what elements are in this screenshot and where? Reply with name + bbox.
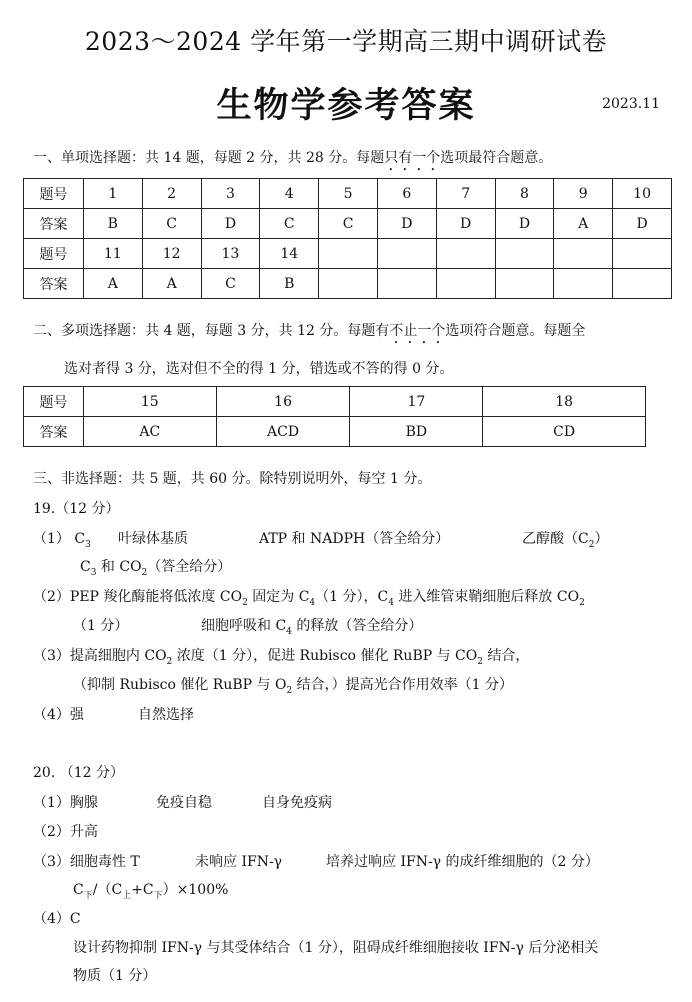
table-cell: BD <box>350 417 483 447</box>
table-cell <box>613 239 672 269</box>
q19-answer-2: （2）PEP 羧化酶能将低浓度 $CO_2$ 固定为 $C_4(1$ 分），$C_4$ 进入维管束鞘细胞后释放 $CO_2$ <box>33 589 585 608</box>
table-cell <box>554 239 613 269</box>
row-label: 答案 <box>24 417 84 447</box>
q20-answer-1b: 免疫自稳 <box>156 795 212 811</box>
page-subtitle: 生物学参考答案 <box>216 85 476 126</box>
table-row <box>24 179 672 209</box>
row-label: 答案 <box>24 269 84 299</box>
table-cell <box>554 269 613 299</box>
table-cell: 6 <box>377 179 436 209</box>
table-row <box>24 269 672 299</box>
table-cell: CD <box>483 417 646 447</box>
table-cell: 17 <box>350 387 483 417</box>
table-cell: 11 <box>83 239 142 269</box>
row-label: 答案 <box>24 209 84 239</box>
table-cell: D <box>613 209 672 239</box>
table-cell <box>436 239 495 269</box>
table-cell: 2 <box>142 179 201 209</box>
table-cell: D <box>436 209 495 239</box>
section3-intro: 三、非选择题：共 5 题，共 60 分。除特别说明外，每空 1 分。 <box>33 471 432 487</box>
table-cell: D <box>377 209 436 239</box>
q20-answer-3b: 未响应 IFN-γ <box>195 854 283 870</box>
section2-answer-table <box>23 386 646 447</box>
q19-answer-4: （4）强 <box>33 707 84 723</box>
q19-answer-4b: 自然选择 <box>138 707 194 723</box>
table-cell: 16 <box>216 387 350 417</box>
q20-answer-3d: $C_下/(C_上+C_下)\times 100\%$ <box>73 882 229 901</box>
table-row <box>24 239 672 269</box>
q19-answer-3b: （抑制 Rubisco 催化 RuBP 与 $O_2$ 结合，）提高光合作用效率（1 分） <box>73 677 513 696</box>
table-cell: C <box>142 209 201 239</box>
section1-intro: 一、单项选择题：共 14 题，每题 2 分，共 28 分。每题只有一个选项最符合题意。 <box>33 150 553 166</box>
table-cell: C <box>260 209 319 239</box>
table-cell: ACD <box>216 417 350 447</box>
page-title: 2023～2024 学年第一学期高三期中调研试卷 <box>84 27 608 56</box>
table-cell: A <box>554 209 613 239</box>
table-cell: C <box>201 269 260 299</box>
table-row <box>24 387 646 417</box>
table-cell: 1 <box>83 179 142 209</box>
table-cell: D <box>201 209 260 239</box>
table-cell: 15 <box>83 387 216 417</box>
q19-answer-1e: $C_3$ 和 $CO_2$（答全给分） <box>80 559 232 578</box>
q20-answer-4b: 设计药物抑制 IFN-γ 与其受体结合（1 分），阻碍成纤维细胞接收 IFN-γ 后分泌相关 <box>73 940 599 956</box>
q20-answer-4: （4）C <box>33 911 81 927</box>
section2-intro-line2: 选对者得 3 分，选对但不全的得 1 分，错选或不答的得 0 分。 <box>64 361 454 377</box>
row-label: 题号 <box>24 387 84 417</box>
table-cell: C <box>319 209 378 239</box>
q20-answer-4c: 物质（1 分） <box>73 968 157 984</box>
q20-answer-2: （2）升高 <box>33 824 98 840</box>
q20-answer-1: （1）胸腺 <box>33 795 98 811</box>
table-cell: A <box>83 269 142 299</box>
table-cell: B <box>260 269 319 299</box>
section1-answer-table <box>23 178 672 299</box>
q19-answer-1: （1） $C_3$ <box>33 531 91 550</box>
table-cell: B <box>83 209 142 239</box>
table-cell <box>495 269 554 299</box>
table-cell <box>377 239 436 269</box>
table-cell: 7 <box>436 179 495 209</box>
table-cell: 18 <box>483 387 646 417</box>
q19-heading: 19.（12 分） <box>33 501 120 517</box>
table-row <box>24 209 672 239</box>
row-label: 题号 <box>24 179 84 209</box>
table-cell: 14 <box>260 239 319 269</box>
table-cell <box>436 269 495 299</box>
table-row <box>24 417 646 447</box>
table-cell: A <box>142 269 201 299</box>
table-cell <box>319 269 378 299</box>
q19-answer-2c: 细胞呼吸和 $C_4$ 的释放（答全给分） <box>201 618 423 637</box>
table-cell: 13 <box>201 239 260 269</box>
table-cell: 10 <box>613 179 672 209</box>
q20-answer-3: （3）细胞毒性 T <box>33 854 140 870</box>
table-cell: 3 <box>201 179 260 209</box>
q19-answer-1c: ATP 和 NADPH（答全给分） <box>259 531 450 547</box>
exam-date: 2023.11 <box>602 96 660 112</box>
q20-answer-3c: 培养过响应 IFN-γ 的成纤维细胞的（2 分） <box>326 854 599 870</box>
table-cell: 5 <box>319 179 378 209</box>
q19-answer-3: （3）提高细胞内 $CO_2$ 浓度（1 分），促进 Rubisco 催化 RuBP 与 $CO_2$ 结合， <box>33 648 530 667</box>
table-cell: 4 <box>260 179 319 209</box>
q20-answer-1c: 自身免疫病 <box>262 795 332 811</box>
q20-heading: 20. （12 分） <box>33 765 124 781</box>
q19-answer-1d: 乙醇酸$(C_2)$ <box>522 531 609 550</box>
table-cell <box>495 239 554 269</box>
section2-intro: 二、多项选择题：共 4 题，每题 3 分，共 12 分。每题有不止一个选项符合题意。每题全 <box>33 323 586 339</box>
row-label: 题号 <box>24 239 84 269</box>
q19-answer-2b: （1 分） <box>73 618 129 634</box>
table-cell <box>319 239 378 269</box>
table-cell <box>377 269 436 299</box>
table-cell: 9 <box>554 179 613 209</box>
table-cell: AC <box>83 417 216 447</box>
table-cell: 8 <box>495 179 554 209</box>
table-cell: 12 <box>142 239 201 269</box>
q19-answer-1b: 叶绿体基质 <box>118 531 188 547</box>
table-cell <box>613 269 672 299</box>
table-cell: D <box>495 209 554 239</box>
